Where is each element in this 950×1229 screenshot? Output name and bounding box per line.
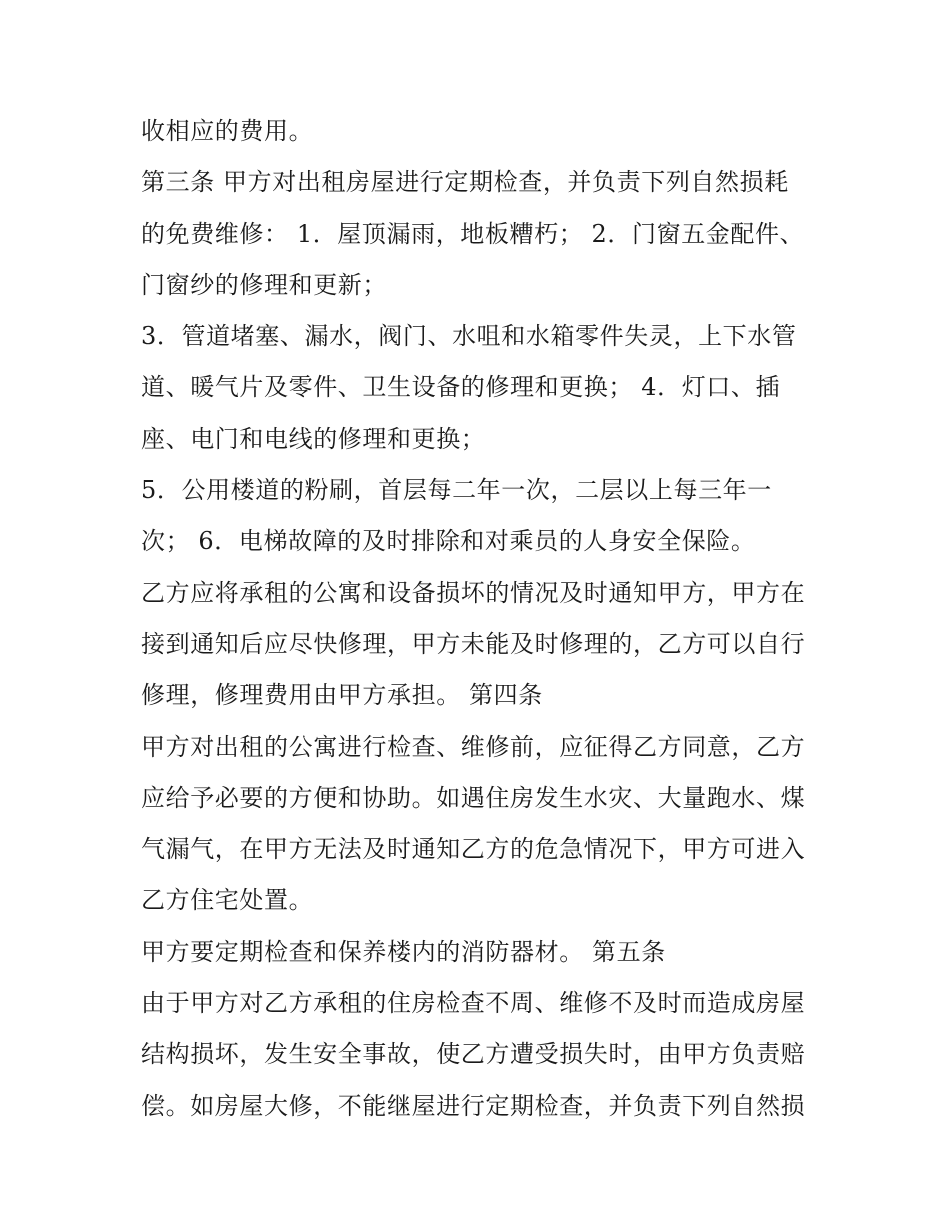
text-line: 应给予必要的方便和协助。如遇住房发生水灾、大量跑水、煤 bbox=[141, 783, 806, 812]
text-line: 甲方要定期检查和保养楼内的消防器材。 第五条 bbox=[141, 937, 666, 966]
text-line: 道、暖气片及零件、卫生设备的修理和更换； 4．灯口、插 bbox=[141, 373, 781, 402]
text-line: 乙方应将承租的公寓和设备损坏的情况及时通知甲方，甲方在 bbox=[141, 578, 806, 607]
text-line: 门窗纱的修理和更新； bbox=[141, 270, 387, 299]
text-line: 乙方住宅处置。 bbox=[141, 886, 314, 915]
text-line: 的免费维修： 1．屋顶漏雨，地板糟朽； 2．门窗五金配件、 bbox=[141, 219, 805, 248]
text-line: 座、电门和电线的修理和更换； bbox=[141, 424, 486, 453]
text-line: 第三条 甲方对出租房屋进行定期检查，并负责下列自然损耗 bbox=[141, 168, 789, 197]
text-line: 结构损坏，发生安全事故，使乙方遭受损失时，由甲方负责赔 bbox=[141, 1040, 806, 1069]
text-line: 接到通知后应尽快修理，甲方未能及时修理的，乙方可以自行 bbox=[141, 629, 806, 658]
text-line: 气漏气，在甲方无法及时通知乙方的危急情况下，甲方可进入 bbox=[141, 835, 806, 864]
document-body bbox=[141, 106, 831, 1132]
text-line: 甲方对出租的公寓进行检查、维修前，应征得乙方同意，乙方 bbox=[141, 732, 806, 761]
text-line: 次； 6．电梯故障的及时排除和对乘员的人身安全保险。 bbox=[141, 527, 756, 556]
text-line: 修理，修理费用由甲方承担。 第四条 bbox=[141, 681, 543, 710]
text-line: 5．公用楼道的粉刷，首层每二年一次，二层以上每三年一 bbox=[141, 476, 772, 505]
text-line: 3．管道堵塞、漏水，阀门、水咀和水箱零件失灵，上下水管 bbox=[141, 322, 797, 351]
text-line: 由于甲方对乙方承租的住房检查不周、维修不及时而造成房屋 bbox=[141, 989, 806, 1018]
text-line: 收相应的费用。 bbox=[141, 117, 314, 145]
text-line: 偿。如房屋大修，不能继屋进行定期检查，并负责下列自然损 bbox=[141, 1091, 806, 1120]
